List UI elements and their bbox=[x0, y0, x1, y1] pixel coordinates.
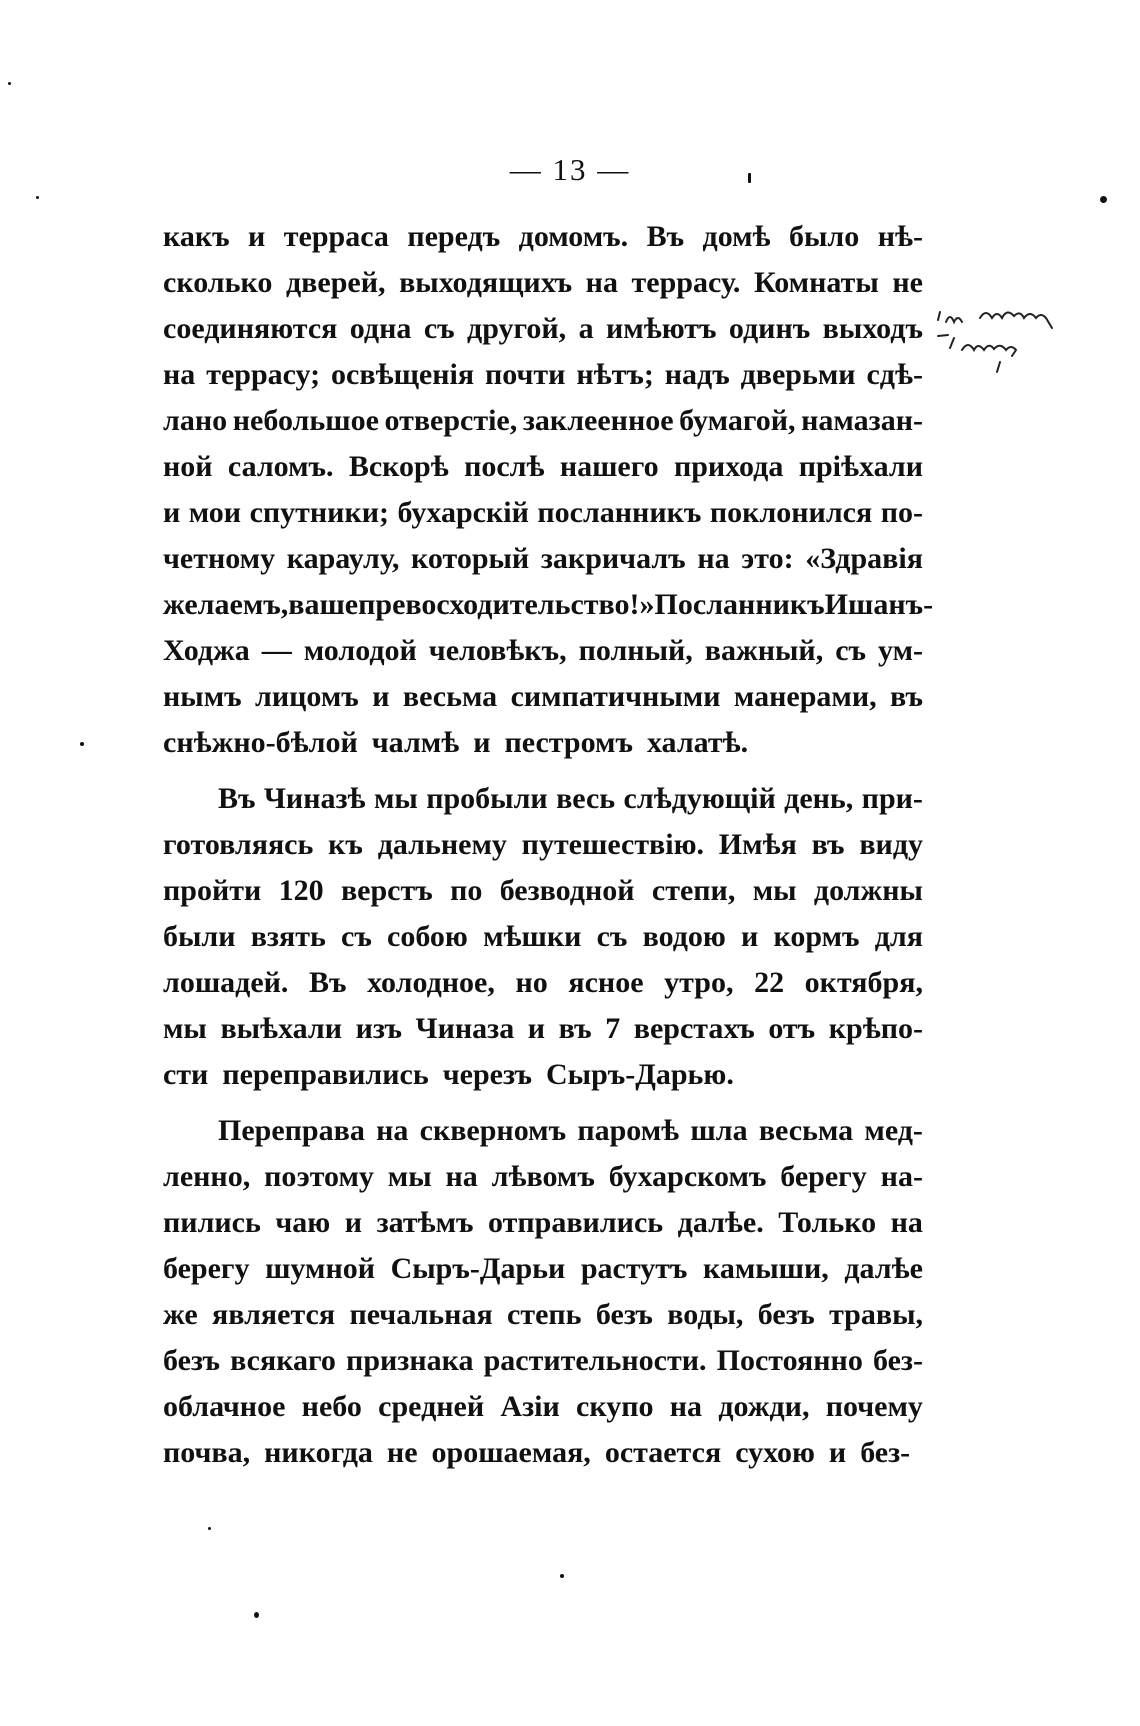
text-line: сколько дверей, выходящихъ на террасу. Комнаты не bbox=[163, 266, 923, 299]
paper-speck bbox=[80, 742, 84, 746]
text-line: пройти 120 верстъ по безводной степи, мы должны bbox=[163, 874, 923, 907]
text-line: желаемъ, ваше превосходительство!» Посланникъ Ишанъ- bbox=[163, 588, 934, 621]
text-line: почва, никогда не орошаемая, остается сухою и без- bbox=[163, 1436, 911, 1469]
text-line: лошадей. Въ холодное, но ясное утро, 22 октября, bbox=[163, 966, 923, 999]
text-line: облачное небо средней Азіи скупо на дожди, почему bbox=[163, 1390, 923, 1423]
paper-speck bbox=[1100, 196, 1107, 203]
paper-speck bbox=[254, 1612, 259, 1618]
text-line: нымъ лицомъ и весьма симпатичными манерами, въ bbox=[163, 680, 923, 713]
paper-speck bbox=[36, 196, 39, 199]
text-line: Въ Чиназѣ мы пробыли весь слѣдующій день, при- bbox=[218, 782, 923, 815]
paragraph bbox=[163, 214, 934, 766]
text-line: безъ всякаго признака растительности. Постоянно без- bbox=[163, 1344, 923, 1377]
text-line: сти переправились черезъ Сыръ-Дарью. bbox=[163, 1058, 734, 1091]
paragraph bbox=[163, 776, 923, 1098]
text-line: мы выѣхали изъ Чиназа и въ 7 верстахъ отъ крѣпо- bbox=[163, 1012, 923, 1045]
paper-speck bbox=[560, 1574, 564, 1578]
text-line: Ходжа — молодой человѣкъ, полный, важный, съ ум- bbox=[163, 634, 923, 667]
text-line: Переправа на скверномъ паромѣ шла весьма мед- bbox=[218, 1114, 923, 1147]
text-line: снѣжно-бѣлой чалмѣ и пестромъ халатѣ. bbox=[163, 726, 749, 759]
text-line: готовляясь къ дальнему путешествію. Имѣя въ виду bbox=[163, 828, 923, 861]
text-line: и мои спутники; бухарскій посланникъ поклонился по- bbox=[163, 496, 923, 529]
paper-speck bbox=[208, 1527, 211, 1530]
text-line: пились чаю и затѣмъ отправились далѣе. Только на bbox=[163, 1206, 923, 1239]
body-text bbox=[163, 214, 934, 1476]
text-line: ной саломъ. Вскорѣ послѣ нашего прихода пріѣхали bbox=[163, 450, 923, 483]
text-line: же является печальная степь безъ воды, безъ травы, bbox=[163, 1298, 923, 1331]
page-number: — 13 — bbox=[509, 152, 631, 187]
paragraph bbox=[163, 1108, 923, 1476]
text-line: какъ и терраса передъ домомъ. Въ домѣ было нѣ- bbox=[163, 220, 923, 253]
paper-speck bbox=[748, 173, 751, 183]
text-line: берегу шумной Сыръ-Дарьи растутъ камыши, далѣе bbox=[163, 1252, 923, 1285]
paper-speck bbox=[8, 82, 11, 85]
text-line: были взять съ собою мѣшки съ водою и кормъ для bbox=[163, 920, 923, 953]
text-line: на террасу; освѣщенія почти нѣтъ; надъ дверьми сдѣ- bbox=[163, 358, 923, 391]
text-line: четному караулу, который закричалъ на это: «Здравія bbox=[163, 542, 923, 575]
text-line: ленно, поэтому мы на лѣвомъ бухарскомъ берегу на- bbox=[163, 1160, 923, 1193]
text-line: соединяются одна съ другой, а имѣютъ одинъ выходъ bbox=[163, 312, 923, 345]
text-line: лано небольшое отверстіе, заклеенное бумагой, намазан- bbox=[163, 404, 923, 437]
handwritten-note-icon bbox=[930, 300, 1130, 380]
